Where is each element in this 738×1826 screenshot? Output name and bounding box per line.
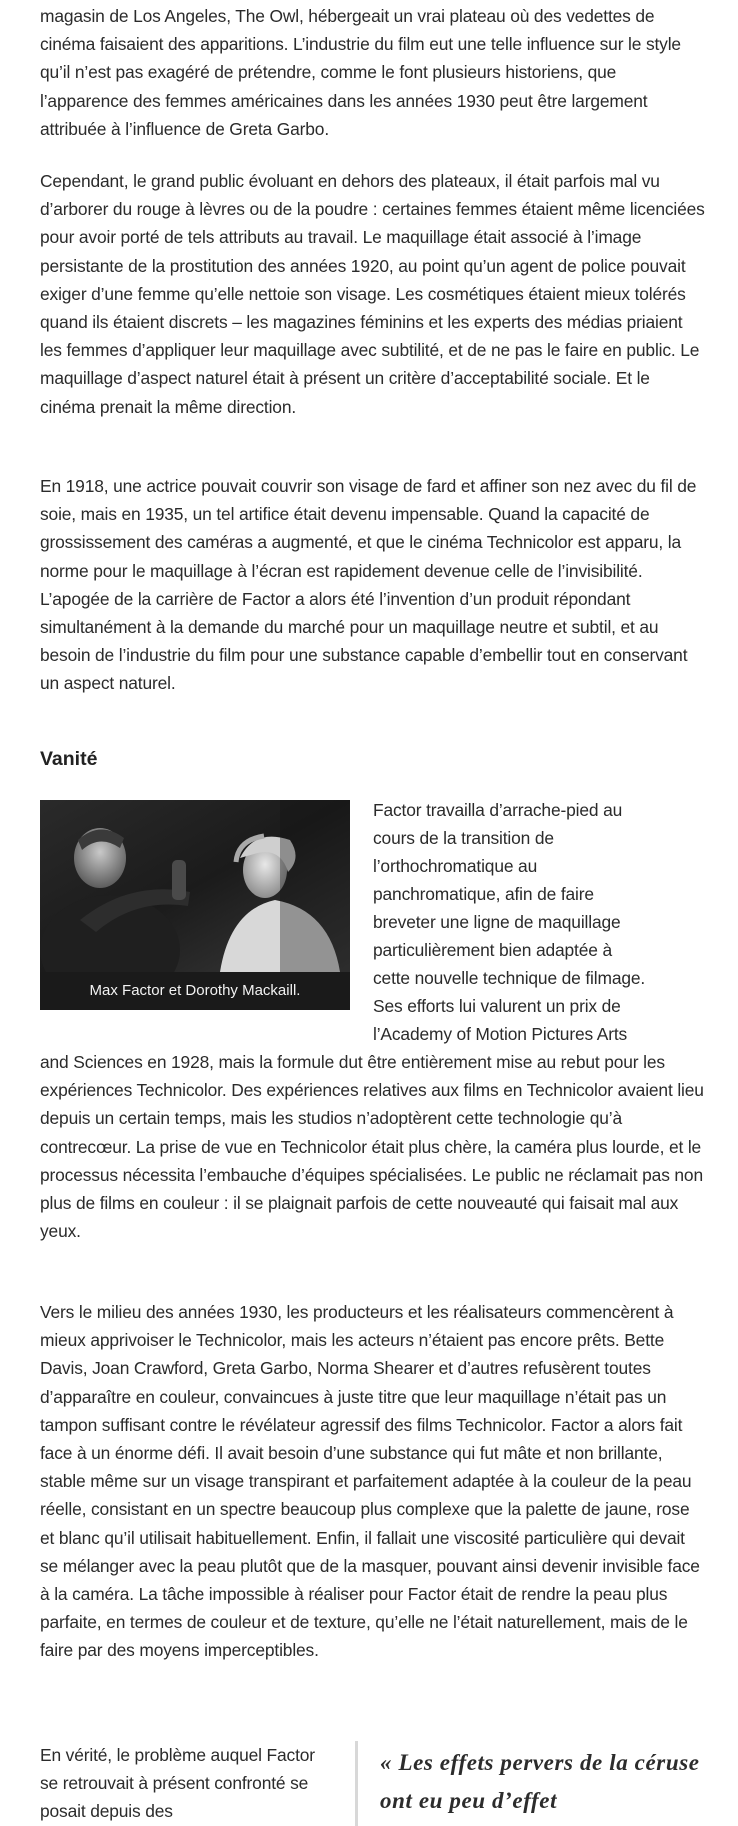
wrapped-line: l’Academy of Motion Pictures Arts — [373, 1024, 628, 1044]
paragraph-1: magasin de Los Angeles, The Owl, hébergeait un vrai plateau où des vedettes de cinéma faisaient des apparitions. L’industrie du film eut une telle influence sur le style qu’il n’est pas exagéré de prétendre, comme le font plusieurs historiens, que l’apparence des femmes américaines dans les années 1930 peut être largement attribuée à l’influence de Greta Garbo. — [40, 6, 681, 139]
pull-quote: « Les effets pervers de la céruse ont eu peu d’effet — [380, 1750, 700, 1813]
wrapped-line: cours de la transition de — [373, 828, 554, 848]
photo-max-factor-dorothy-mackaill — [40, 800, 350, 972]
wrapped-line: Factor travailla d’arrache-pied au — [373, 800, 623, 820]
paragraph-2: Cependant, le grand public évoluant en dehors des plateaux, il était parfois mal vu d’arborer du rouge à lèvres ou de la poudre : certaines femmes étaient même licenciées pour avoir porté de tels attributs au travail. Le maquillage était associé à l’image persistante de la prostitution des années 1920, au point qu’un agent de police pouvait exiger d’une femme qu’elle nettoie son visage. Les cosmétiques étaient mieux tolérés quand ils étaient discrets – les magazines féminins et les experts des médias priaient les femmes d’appliquer leur maquillage avec subtilité, et de ne pas le faire en public. Le maquillage d’aspect naturel était à présent un critère d’acceptabilité sociale. Et le cinéma prenait la même direction. — [40, 171, 705, 417]
figure-caption: Max Factor et Dorothy Mackaill. — [40, 972, 350, 1010]
pull-quote-rule — [355, 1741, 358, 1826]
wrapped-line: Ses efforts lui valurent un prix de — [373, 996, 621, 1016]
wrapped-line: panchromatique, afin de faire — [373, 884, 594, 904]
wrapped-paragraph-continuation: and Sciences en 1928, mais la formule dut être entièrement mise au rebut pour les expériences Technicolor. Des expériences relatives aux films en Technicolor avaient lieu depuis un certain temps, mais les studios n’adoptèrent cette technologie qu’à contrecœur. La prise de vue en Technicolor était plus chère, la caméra plus lourde, et le processus nécessita l’embauche d’équipes spécialisées. Le public ne réclamait pas non plus de films en couleur : il se plaignait parfois de cette nouveauté qui faisait mal aux yeux. — [40, 1052, 704, 1242]
figure — [40, 800, 350, 1010]
wrapped-line: breveter une ligne de maquillage — [373, 912, 621, 932]
section-heading: Vanité — [40, 748, 98, 770]
paragraph-final-column: En vérité, le problème auquel Factor se retrouvait à présent confronté se posait depuis des — [40, 1745, 315, 1822]
wrapped-line: particulièrement bien adaptée à — [373, 940, 612, 960]
wrapped-line: l’orthochromatique au — [373, 856, 538, 876]
wrapped-line: cette nouvelle technique de filmage. — [373, 968, 646, 988]
paragraph-technicolor: Vers le milieu des années 1930, les producteurs et les réalisateurs commencèrent à mieux apprivoiser le Technicolor, mais les acteurs n’étaient pas encore prêts. Bette Davis, Joan Crawford, Greta Garbo, Norma Shearer et d’autres refusèrent toutes d’apparaître en couleur, convaincues à juste titre que leur maquillage n’était pas un tampon suffisant contre le révélateur agressif des films Technicolor. Factor a alors fait face à un énorme défi. Il avait besoin d’une substance qui fut mâte et non brillante, stable même sur un visage transpirant et parfaitement adaptée à la couleur de la peau réelle, consistant en un spectre beaucoup plus complexe que la palette de jaune, rose et blanc qu’il utilisait habituellement. Enfin, il fallait une viscosité particulière qui devait se mélanger avec la peau plutôt que de la masquer, pouvant ainsi devenir invisible face à la caméra. La tâche impossible à réaliser pour Factor était de rendre la peau plus parfaite, en termes de couleur et de texture, qu’elle ne l’était naturellement, mais de le faire par des moyens imperceptibles. — [40, 1302, 700, 1661]
paragraph-3: En 1918, une actrice pouvait couvrir son visage de fard et affiner son nez avec du fil de soie, mais en 1935, un tel artifice était devenu impensable. Quand la capacité de grossissement des caméras a augmenté, et que le cinéma Technicolor est apparu, la norme pour le maquillage à l’écran est rapidement devenue celle de l’invisibilité. L’apogée de la carrière de Factor a alors été l’invention d’un produit répondant simultanément à la demande du marché pour un maquillage neutre et subtil, et au besoin de l’industrie du film pour une substance capable d’embellir tout en conservant un aspect naturel. — [40, 476, 697, 694]
